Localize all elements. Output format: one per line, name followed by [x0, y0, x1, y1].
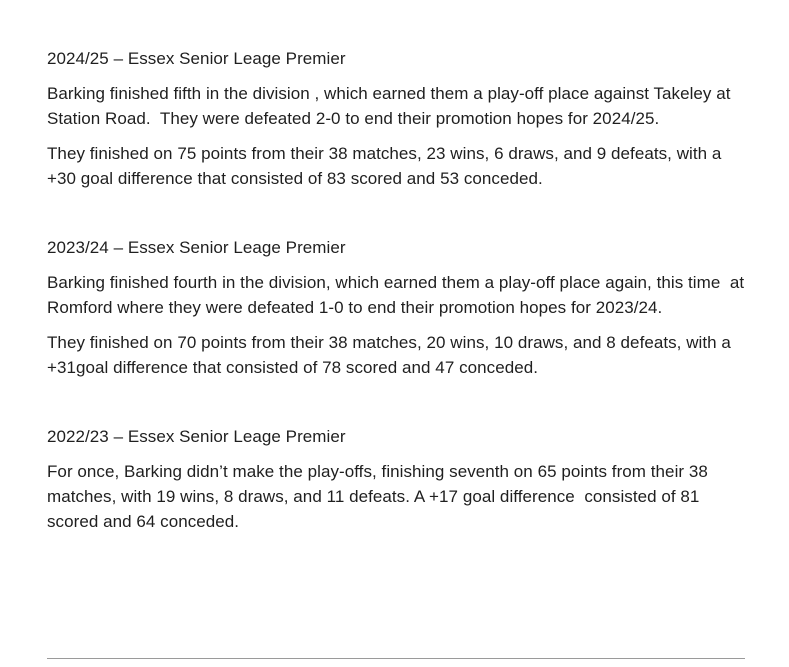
season-2023-24 — [47, 235, 747, 380]
content-divider — [47, 658, 745, 659]
season-heading: 2023/24 – Essex Senior Leage Premier — [47, 238, 346, 257]
season-stats-paragraph: They finished on 75 points from their 38 matches, 23 wins, 6 draws, and 9 defeats, with a +30 goal difference that consisted of 83 scored and 53 conceded. — [47, 144, 722, 188]
season-summary-paragraph: Barking finished fifth in the division , which earned them a play-off place against Takeley at Station Road. They were defeated 2-0 to end their promotion hopes for 2024/25. — [47, 84, 731, 128]
season-summary-paragraph: Barking finished fourth in the division, which earned them a play-off place again, this time at Romford where they were defeated 1-0 to end their promotion hopes for 2023/24. — [47, 273, 745, 317]
season-heading: 2024/25 – Essex Senior Leage Premier — [47, 49, 346, 68]
season-summary-paragraph: For once, Barking didn’t make the play-offs, finishing seventh on 65 points from their 38 matches, with 19 wins, 8 draws, and 11 defeats. A +17 goal difference consisted of 81 scored and 64 conceded. — [47, 462, 708, 531]
season-2024-25 — [47, 46, 747, 191]
article-content — [47, 46, 747, 534]
season-stats-paragraph: They finished on 70 points from their 38 matches, 20 wins, 10 draws, and 8 defeats, with a +31goal difference that consisted of 78 scored and 47 conceded. — [47, 333, 731, 377]
season-2022-23 — [47, 424, 747, 534]
season-heading: 2022/23 – Essex Senior Leage Premier — [47, 427, 346, 446]
